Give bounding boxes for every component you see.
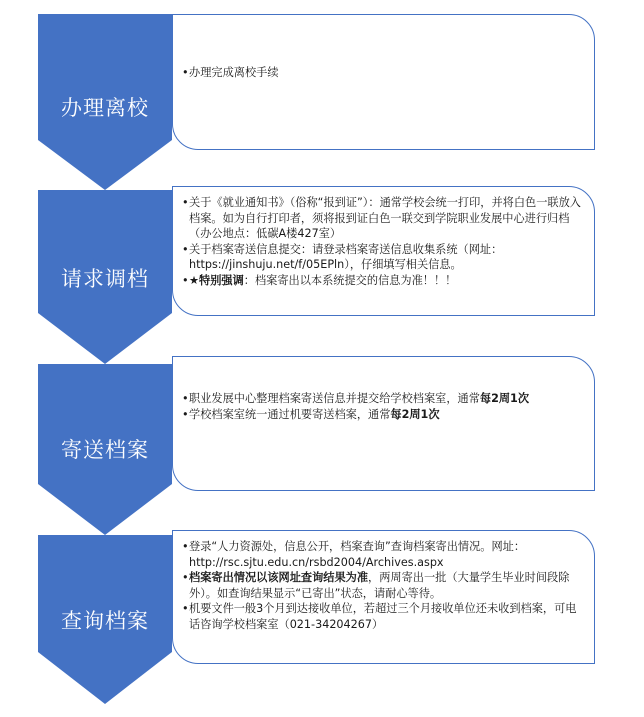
step-label: 寄送档案 <box>61 438 149 462</box>
step-label: 查询档案 <box>61 609 149 633</box>
step-detail-box <box>172 530 595 664</box>
bullet-text: ，两周寄出一批（大量学生毕业时间段除外）。如查询结果显示“已寄出”状态，请耐心等待。 <box>189 571 570 600</box>
bullet-item <box>181 407 582 423</box>
bullet-item <box>181 570 582 601</box>
bullet-item <box>181 539 582 570</box>
step-detail-box <box>172 14 595 150</box>
bullet-text: 机要文件一般3个月到达接收单位，若超过三个月接收单位还未收到档案，可电话咨询学校档案室（021-34204267） <box>189 602 577 631</box>
bullet-item <box>181 242 582 273</box>
bullet-text-bold: 每2周1次 <box>479 392 530 405</box>
bullet-text: 职业发展中心整理档案寄送信息并提交给学校档案室，通常 <box>189 392 480 405</box>
step-label: 请求调档 <box>61 267 149 291</box>
bullet-text: 关于《就业通知书》（俗称“报到证”）：通常学校会统一打印，并将白色一联放入档案。如为自行打印者，须将报到证白色一联交到学院职业发展中心进行归档 （办公地点：低碳A楼427室） <box>189 196 581 240</box>
bullet-text: 登录“人力资源处，信息公开，档案查询”查询档案寄出情况。网址：http://rsc.sjtu.edu.cn/rsbd2004/Archives.aspx <box>189 540 526 569</box>
bullet-list <box>181 539 582 632</box>
bullet-item <box>181 601 582 632</box>
bullet-item <box>181 195 582 242</box>
bullet-list <box>181 391 582 422</box>
bullet-text: ：档案寄出以本系统提交的信息为准！！！ <box>243 273 457 287</box>
bullet-text: 学校档案室统一通过机要寄送档案，通常 <box>189 407 391 421</box>
bullet-list <box>181 195 582 288</box>
bullet-text-bold: 每2周1次 <box>390 407 440 421</box>
bullet-text-bold: 档案寄出情况以该网址查询结果为准 <box>189 571 369 584</box>
bullet-list <box>181 65 582 81</box>
bullet-item <box>181 273 582 289</box>
step-label: 办理离校 <box>61 96 149 120</box>
step-detail-box <box>172 186 595 316</box>
bullet-text-bold: ★特别强调 <box>189 273 244 287</box>
bullet-item <box>181 65 582 81</box>
bullet-text: 关于档案寄送信息提交：请登录档案寄送信息收集系统（网址：https://jinshuju.net/f/05EPln），仔细填写相关信息。 <box>189 242 503 271</box>
bullet-text: 办理完成离校手续 <box>189 66 279 79</box>
bullet-item <box>181 391 582 407</box>
step-detail-box <box>172 356 595 491</box>
